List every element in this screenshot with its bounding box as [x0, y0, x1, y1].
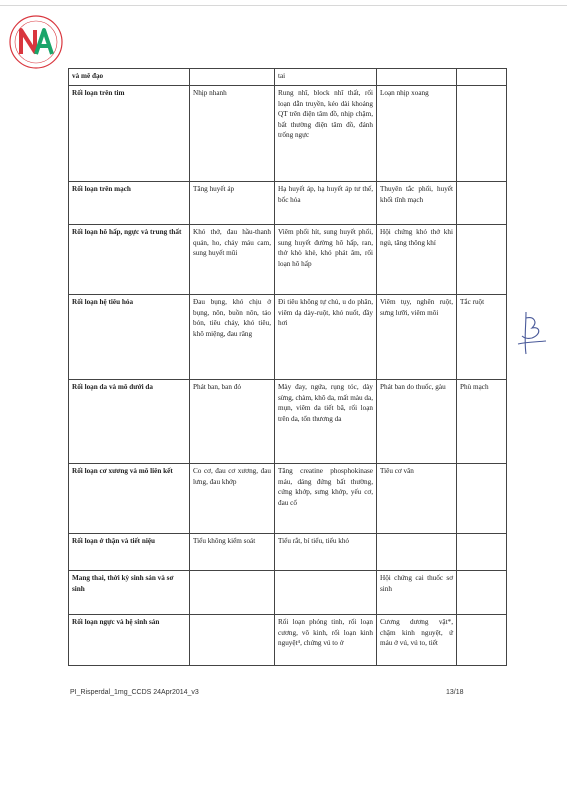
- rare-effect-cell: Loạn nhịp xoang: [377, 86, 457, 182]
- handwritten-signature: [512, 308, 552, 360]
- row-cardiac: [69, 86, 507, 182]
- very-rare-effect-cell: Tắc ruột: [457, 295, 507, 380]
- row-continuation: [69, 69, 507, 86]
- common-effect-cell: Tiểu không kiểm soát: [190, 534, 275, 571]
- rare-effect-cell: Cương dương vật*, chậm kinh nguyệt, ứ máu ở vú, vú to, tiết: [377, 615, 457, 666]
- row-respiratory: [69, 225, 507, 295]
- row-skin: [69, 380, 507, 464]
- common-effect-cell: Phát ban, ban đỏ: [190, 380, 275, 464]
- side-effects-table: [68, 68, 507, 666]
- common-effect-cell: [190, 571, 275, 615]
- rare-effect-cell: Hội chứng khó thở khi ngủ, tăng thông khí: [377, 225, 457, 295]
- row-renal: [69, 534, 507, 571]
- very-rare-effect-cell: [457, 534, 507, 571]
- document-id: PI_Risperdal_1mg_CCDS 24Apr2014_v3: [70, 689, 199, 696]
- common-effect-cell: Nhịp nhanh: [190, 86, 275, 182]
- common-effect-cell: Đau bụng, khó chịu ở bụng, nôn, buồn nôn, táo bón, tiêu chảy, khó tiêu, khô miệng, đau răng: [190, 295, 275, 380]
- common-effect-cell: Co cơ, đau cơ xương, đau lưng, đau khớp: [190, 464, 275, 534]
- very-rare-effect-cell: Phù mạch: [457, 380, 507, 464]
- organ-class-cell: Rối loạn hô hấp, ngực và trung thất: [69, 225, 190, 295]
- common-effect-cell: [190, 69, 275, 86]
- organ-class-cell: Rối loạn hệ tiêu hóa: [69, 295, 190, 380]
- organ-class-cell: Rối loạn trên tim: [69, 86, 190, 182]
- organ-class-cell: Rối loạn cơ xương và mô liên kết: [69, 464, 190, 534]
- common-effect-cell: [190, 615, 275, 666]
- rare-effect-cell: Hội chứng cai thuốc sơ sinh: [377, 571, 457, 615]
- very-rare-effect-cell: [457, 86, 507, 182]
- organ-class-cell: và mê đạo: [69, 69, 190, 86]
- common-effect-cell: Khó thở, đau hầu-thanh quản, ho, chảy máu cam, sung huyết mũi: [190, 225, 275, 295]
- very-rare-effect-cell: [457, 571, 507, 615]
- page-number: 13/18: [446, 689, 464, 696]
- common-effect-cell: Tăng huyết áp: [190, 182, 275, 225]
- uncommon-effect-cell: Hạ huyết áp, hạ huyết áp tư thế, bốc hỏa: [275, 182, 377, 225]
- rare-effect-cell: [377, 534, 457, 571]
- page-top-rule: [0, 5, 567, 6]
- pharmacy-logo: [3, 12, 73, 70]
- uncommon-effect-cell: Tăng creatine phosphokinase máu, dáng đứng bất thường, cứng khớp, sưng khớp, yếu cơ, đau cổ: [275, 464, 377, 534]
- rare-effect-cell: [377, 69, 457, 86]
- rare-effect-cell: Phát ban do thuốc, gàu: [377, 380, 457, 464]
- rare-effect-cell: Tiêu cơ vân: [377, 464, 457, 534]
- very-rare-effect-cell: [457, 182, 507, 225]
- organ-class-cell: Rối loạn da và mô dưới da: [69, 380, 190, 464]
- row-musculoskeletal: [69, 464, 507, 534]
- row-vascular: [69, 182, 507, 225]
- rare-effect-cell: Thuyên tắc phổi, huyết khối tĩnh mạch: [377, 182, 457, 225]
- organ-class-cell: Mang thai, thời kỳ sinh sản và sơ sinh: [69, 571, 190, 615]
- row-pregnancy: [69, 571, 507, 615]
- row-gastrointestinal: [69, 295, 507, 380]
- uncommon-effect-cell: Rung nhĩ, block nhĩ thất, rối loạn dẫn truyền, kéo dài khoảng QT trên điện tâm đồ, nhịp chậm, bất thường điện tâm đồ, đánh trống ngực: [275, 86, 377, 182]
- very-rare-effect-cell: [457, 225, 507, 295]
- organ-class-cell: Rối loạn trên mạch: [69, 182, 190, 225]
- very-rare-effect-cell: [457, 615, 507, 666]
- uncommon-effect-cell: Tiểu rắt, bí tiểu, tiểu khó: [275, 534, 377, 571]
- very-rare-effect-cell: [457, 464, 507, 534]
- organ-class-cell: Rối loạn ngực và hệ sinh sản: [69, 615, 190, 666]
- organ-class-cell: Rối loạn ở thận và tiết niệu: [69, 534, 190, 571]
- uncommon-effect-cell: Viêm phổi hít, sung huyết phổi, sung huyết đường hô hấp, ran, thở khò khè, khó phát âm, rối loạn hô hấp: [275, 225, 377, 295]
- very-rare-effect-cell: [457, 69, 507, 86]
- row-reproductive: [69, 615, 507, 666]
- uncommon-effect-cell: Rối loạn phóng tinh, rối loạn cương, vô kinh, rối loạn kinh nguyệt⁴, chứng vú to ở: [275, 615, 377, 666]
- uncommon-effect-cell: [275, 571, 377, 615]
- uncommon-effect-cell: tai: [275, 69, 377, 86]
- rare-effect-cell: Viêm tụy, nghẽn ruột, sưng lưỡi, viêm môi: [377, 295, 457, 380]
- uncommon-effect-cell: Đi tiêu không tự chủ, u do phân, viêm dạ dày-ruột, khó nuốt, đầy hơi: [275, 295, 377, 380]
- uncommon-effect-cell: Mày đay, ngứa, rụng tóc, dày sừng, chàm, khô da, mất màu da, mụn, viêm da tiết bã, rối loạn trên da, tổn thương da: [275, 380, 377, 464]
